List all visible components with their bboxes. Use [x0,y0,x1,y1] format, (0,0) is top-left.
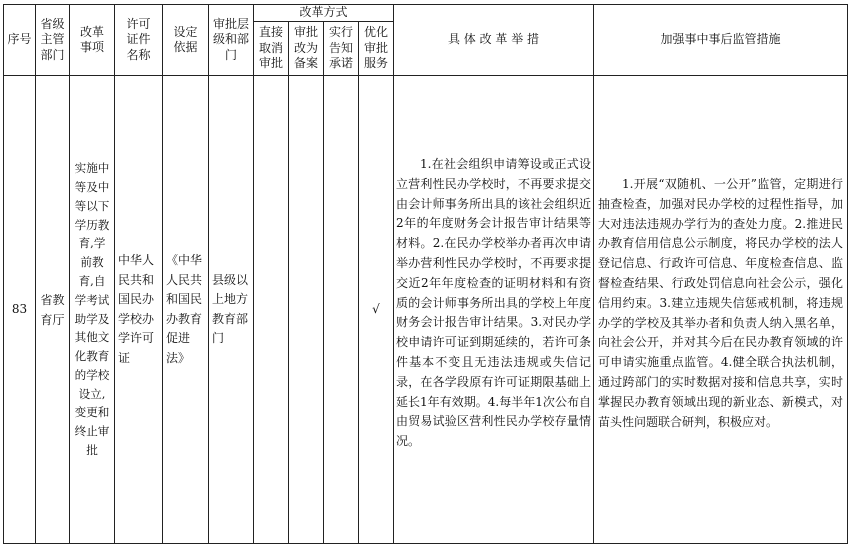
row-method-optimize-check: √ [372,302,380,317]
header-basis: 设定依据 [173,24,198,54]
row-supervision-text: 1.开展“双随机、一公开”监管，定期进行抽查检查，加强对民办学校的过程性指导，加大对违法违规办学行为的查处力度。2.推进民办教育信用信息公示制度，将民办学校的法人登记信息、行政许可信息、年度检查信息、监督检查结果、行政处罚信息向社会公示，强化信用约束。3.建立违规失信惩戒机制，将违规办学的学校及其举办者和负责人纳入黑名单，向社会公开，并对其今后在民办教育领域的许可申请实施重点监管。4.健全联合执法机制，通过跨部门的实时数据对接和信息共享，实时掌握民办教育领域出现的新业态、新模式，对苗头性问题联合研判，积极应对。 [598,177,843,429]
row-method-filing [289,76,323,543]
row-level: 县级以上地方教育部门 [212,272,249,345]
table-bottom-border [3,543,847,544]
header-method-commitment: 实行告知承诺 [329,25,354,71]
row-method-cancel [254,76,288,543]
header-seq: 序号 [7,32,32,47]
header-measures: 具 体 改 革 举 措 [447,32,540,47]
header-methods-group: 改革方式 [299,5,348,20]
row-measures-text: 1.在社会组织申请筹设或正式设立营利性民办学校时，不再要求提交由会计师事务所出具的该社会组织近2年的年度财务会计报告审计结果等材料。2.在民办学校举办者再次申请举办营利性民办学校时，不再要求提交近2年年度检查的证明材料和有资质的会计师事务所出具的学校上年度财务会计报告审计结果。3.对民办学校申请许可证到期延续的，若许可条件基本不变且无违法违规或失信记录，在各学段原有许可证期限基础上延长1年有效期。4.每半年1次公布自由贸易试验区营利性民办学校存量情况。 [396,157,591,449]
row-method-commitment [324,76,358,543]
row-item: 实施中等及中等以下学历教育,学前教育,自学考试助学及其他文化教育的学校设立,变更和终止审批 [74,161,110,458]
row-permit: 中华人民共和国民办学校办学许可证 [118,253,155,365]
col-rule [593,4,594,544]
header-item: 改革事项 [80,24,105,54]
header-method-optimize: 优化审批服务 [364,25,389,71]
col-rule [393,4,394,544]
header-method-filing: 审批改为备案 [294,25,319,71]
header-supervision: 加强事中事后监管措施 [660,32,781,47]
header-method-cancel: 直接取消审批 [259,25,284,71]
header-level: 审批层级和部门 [212,16,249,62]
header-dept: 省级主管部门 [40,16,65,62]
row-dept: 省教育厅 [40,292,65,327]
row-basis: 《中华人民共和国民办教育促进法》 [166,253,203,365]
row-seq: 83 [11,302,28,317]
table-right-border [847,4,848,544]
header-permit: 许可证件名称 [126,16,151,62]
